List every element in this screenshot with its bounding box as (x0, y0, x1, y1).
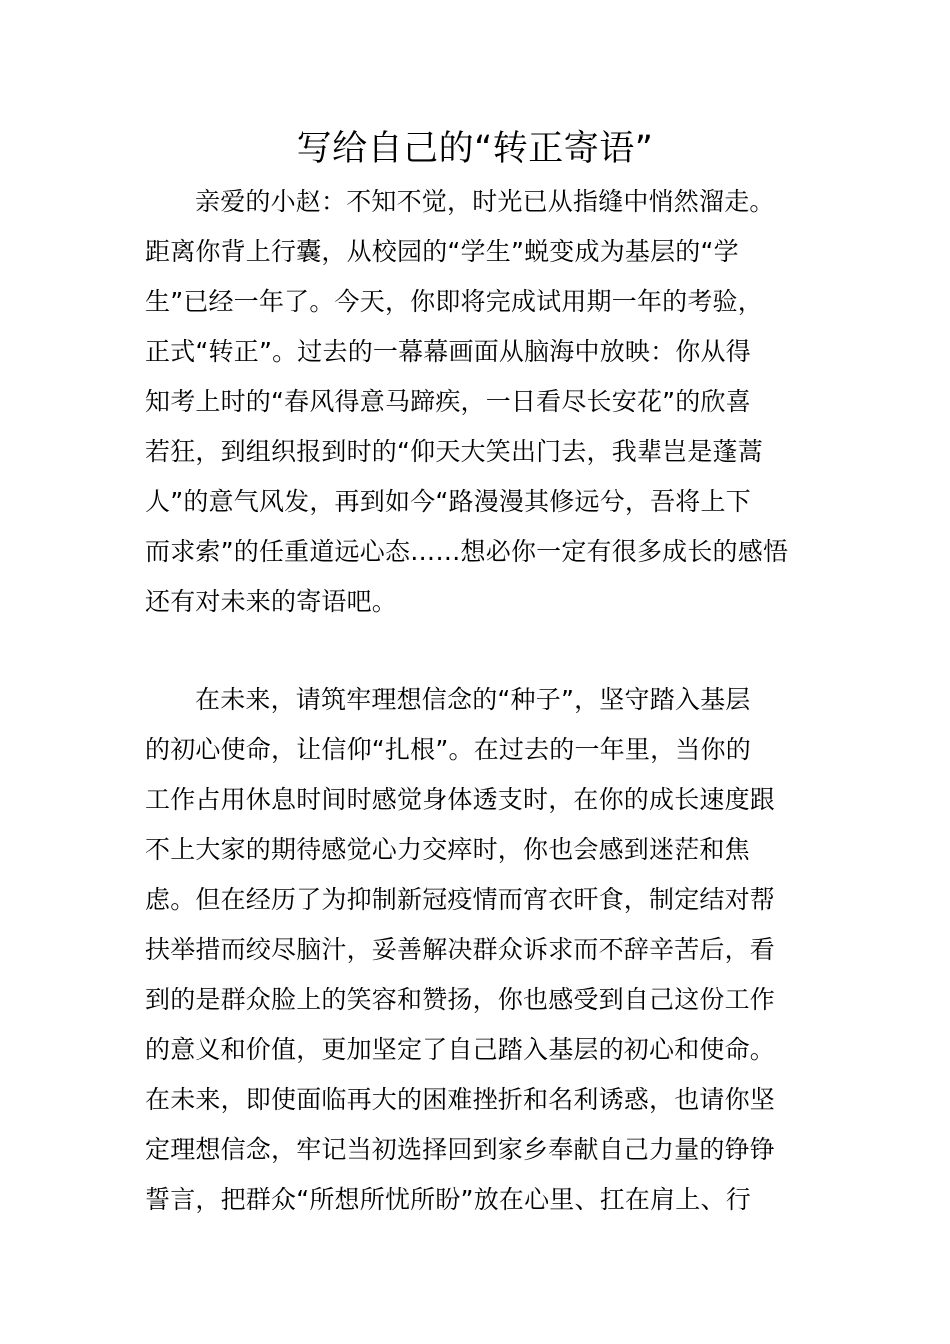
paragraph-2-line-6: 扶举措而绞尽脑汁，妥善解决群众诉求而不辞辛苦后，看 (145, 935, 776, 964)
paragraph-2-line-1: 在未来，请筑牢理想信念的“种子”，坚守踏入基层 (195, 685, 751, 714)
paragraph-1-line-8: 而求索”的任重道远心态……想必你一定有很多成长的感悟 (145, 537, 789, 566)
paragraph-2-line-7: 到的是群众脸上的笑容和赞扬，你也感受到自己这份工作 (145, 985, 776, 1014)
paragraph-1-line-2: 距离你背上行囊，从校园的“学生”蜕变成为基层的“学 (145, 237, 739, 266)
paragraph-2-line-5: 虑。但在经历了为抑制新冠疫情而宵衣旰食，制定结对帮 (145, 885, 776, 914)
paragraph-1-line-3: 生”已经一年了。今天，你即将完成试用期一年的考验， (145, 287, 763, 316)
paragraph-2-line-9: 在未来，即使面临再大的困难挫折和名利诱惑，也请你坚 (145, 1085, 776, 1114)
paragraph-2-line-4: 不上大家的期待感觉心力交瘁时，你也会感到迷茫和焦 (145, 835, 750, 864)
paragraph-1-line-4: 正式“转正”。过去的一幕幕画面从脑海中放映：你从得 (145, 337, 751, 366)
paragraph-1-line-7: 人”的意气风发，再到如今“路漫漫其修远兮，吾将上下 (145, 487, 751, 516)
document-title: 写给自己的“转正寄语” (296, 129, 654, 169)
paragraph-1-line-5: 知考上时的“春风得意马蹄疾，一日看尽长安花”的欣喜 (145, 387, 751, 416)
paragraph-1-line-6: 若狂，到组织报到时的“仰天大笑出门去，我辈岂是蓬蒿 (145, 437, 763, 466)
paragraph-2-line-2: 的初心使命，让信仰“扎根”。在过去的一年里，当你的 (145, 735, 751, 764)
paragraph-2-line-3: 工作占用休息时间时感觉身体透支时，在你的成长速度跟 (145, 785, 776, 814)
paragraph-2-line-8: 的意义和价值，更加坚定了自己踏入基层的初心和使命。 (145, 1035, 776, 1064)
paragraph-1-line-9: 还有对未来的寄语吧。 (145, 587, 398, 616)
paragraph-1-line-1: 亲爱的小赵：不知不觉，时光已从指缝中悄然溜走。 (195, 187, 775, 216)
paragraph-2-line-10: 定理想信念，牢记当初选择回到家乡奉献自己力量的铮铮 (145, 1135, 776, 1164)
paragraph-2-line-11: 誓言，把群众“所想所忧所盼”放在心里、扛在肩上、行 (145, 1185, 751, 1214)
